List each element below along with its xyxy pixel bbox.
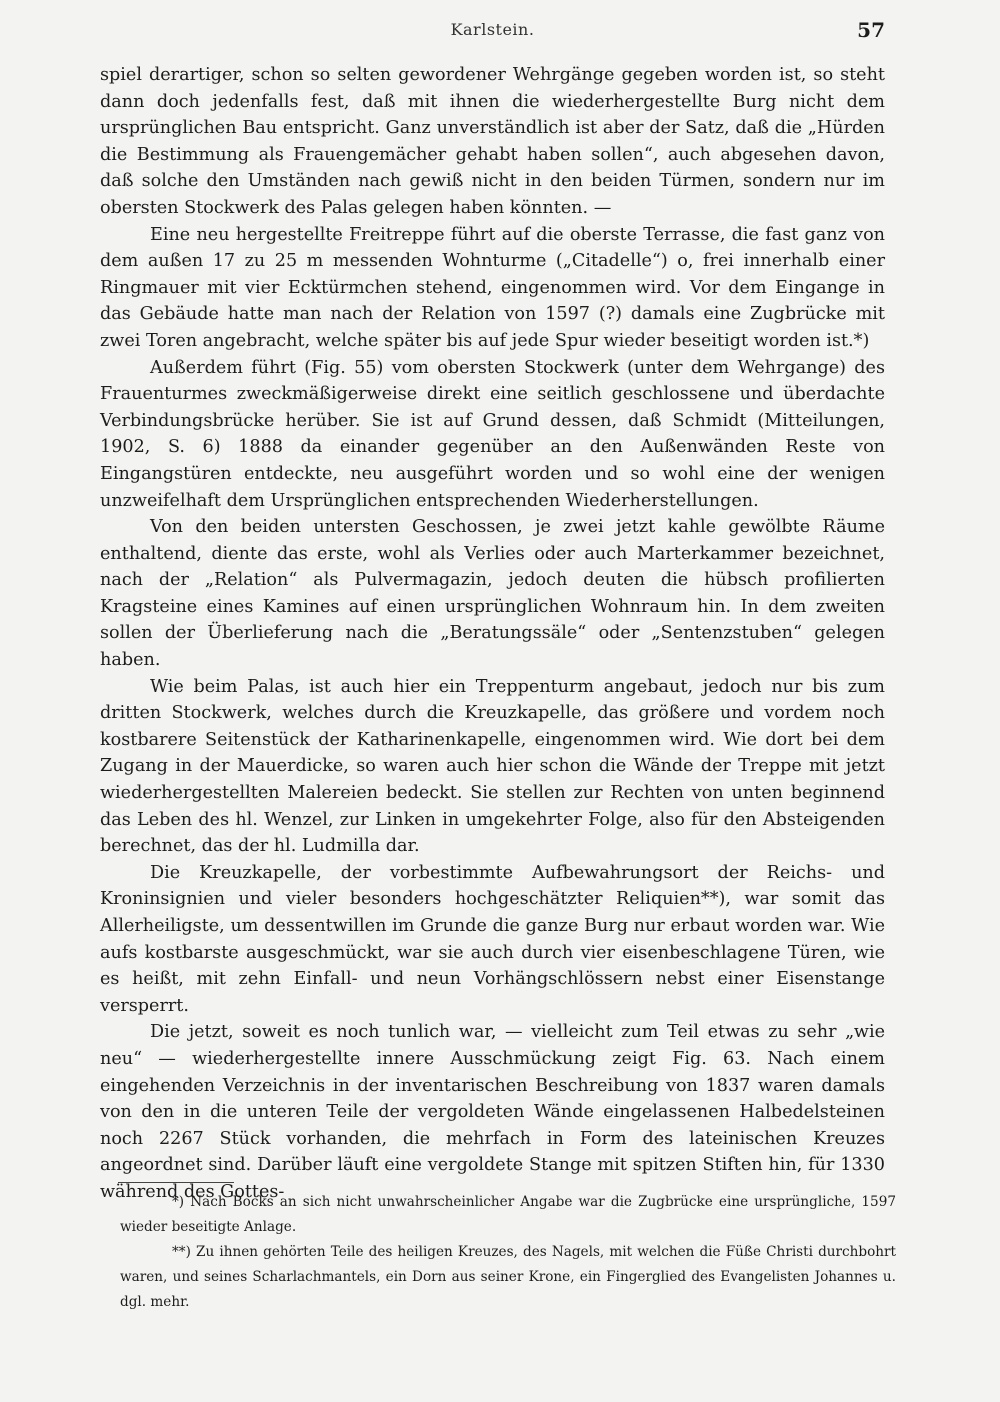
paragraph: spiel derartiger, schon so selten gewordener Wehrgänge gegeben worden ist, so steht dann doch jedenfalls fest, daß mit ihnen die wiederhergestellte Burg nicht dem ursprünglichen Bau entspricht. Ganz unverständlich ist aber der Satz, daß die „Hürden die Bestimmung als Frauengemächer gehabt haben sollen“, auch abgesehen davon, daß solche den Umständen nach gewiß nicht in den beiden Türmen, sondern nur im obersten Stockwerk des Palas gelegen haben könnten. — <box>100 65 885 218</box>
main-text <box>100 62 885 1206</box>
paragraph: Von den beiden untersten Geschossen, je zwei jetzt kahle gewölbte Räume enthaltend, diente das erste, wohl als Verlies oder auch Marterkammer bezeichnet, nach der „Relation“ als Pulvermagazin, jedoch deuten die hübsch profilierten Kragsteine eines Kamines auf einen ursprünglichen Wohnraum hin. In dem zweiten sollen der Überlieferung nach die „Beratungssäle“ oder „Sentenzstuben“ gelegen haben. <box>100 517 885 671</box>
paragraph: Die Kreuzkapelle, der vorbestimmte Aufbewahrungsort der Reichs- und Kroninsignien und vieler besonders hochgeschätzter Reliquien**), war somit das Allerheiligste, um dessentwillen im Grunde die ganze Burg nur erbaut worden war. Wie aufs kostbarste ausgeschmückt, war sie auch durch vier eisenbeschlagene Türen, wie es heißt, mit zehn Einfall- und neun Vorhängschlössern nebst einer Eisenstange versperrt. <box>100 862 885 1016</box>
page-number: 57 <box>857 18 885 42</box>
footnote-divider <box>118 1182 234 1183</box>
paragraph: Die jetzt, soweit es noch tunlich war, — vielleicht zum Teil etwas zu sehr „wie neu“ — wiederhergestellte innere Ausschmückung zeigt Fig. 63. Nach einem eingehenden Verzeichnis in der inventarischen Beschreibung von 1837 waren damals von den in die unteren Teile der vergoldeten Wände eingelassenen Halbedelsteinen noch 2267 Stück vorhanden, die mehrfach in Form des lateinischen Kreuzes angeordnet sind. Darüber läuft eine vergoldete Stange mit spitzen Stiften hin, für 1330 während des Gottes- <box>100 1022 885 1202</box>
footnote: *) Nach Bocks an sich nicht unwahrscheinlicher Angabe war die Zugbrücke eine ursprüngliche, 1597 wieder beseitigte Anlage. <box>120 1194 896 1235</box>
paragraph: Außerdem führt (Fig. 55) vom obersten Stockwerk (unter dem Wehrgange) des Frauenturmes zweckmäßigerweise direkt eine seitlich geschlossene und überdachte Verbindungsbrücke herüber. Sie ist auf Grund dessen, daß Schmidt (Mitteilungen, 1902, S. 6) 1888 da einander gegenüber an den Außenwänden Reste von Eingangstüren entdeckte, neu ausgeführt worden und so wohl eine der wenigen unzweifelhaft dem Ursprünglichen entsprechenden Wiederherstellungen. <box>100 357 885 511</box>
footnote: **) Zu ihnen gehörten Teile des heiligen Kreuzes, des Nagels, mit welchen die Füße Christi durchbohrt waren, und seines Scharlachmantels, ein Dorn aus seiner Krone, ein Fingerglied des Evangelisten Johannes u. dgl. mehr. <box>120 1244 896 1310</box>
paragraph: Wie beim Palas, ist auch hier ein Treppenturm angebaut, jedoch nur bis zum dritten Stockwerk, welches durch die Kreuzkapelle, das größere und vordem noch kostbarere Seitenstück der Katharinenkapelle, eingenommen wird. Wie dort bei dem Zugang in der Mauerdicke, so waren auch hier schon die Wände der Treppe mit jetzt wiederhergestellten Malereien bedeckt. Sie stellen zur Rechten von unten beginnend das Leben des hl. Wenzel, zur Linken in umgekehrter Folge, also für den Absteigenden berechnet, das der hl. Ludmilla dar. <box>100 676 885 857</box>
running-head: Karlstein. <box>450 20 535 39</box>
paragraph: Eine neu hergestellte Freitreppe führt auf die oberste Terrasse, die fast ganz von dem außen 17 zu 25 m messenden Wohnturme („Citadelle“) o, frei innerhalb einer Ringmauer mit vier Ecktürmchen stehend, eingenommen wird. Vor dem Eingange in das Gebäude hatte man nach der Relation von 1597 (?) damals eine Zugbrücke mit zwei Toren angebracht, welche später bis auf jede Spur wieder beseitigt worden ist.*) <box>100 224 885 351</box>
page-header <box>100 20 885 46</box>
footnotes <box>120 1190 896 1315</box>
